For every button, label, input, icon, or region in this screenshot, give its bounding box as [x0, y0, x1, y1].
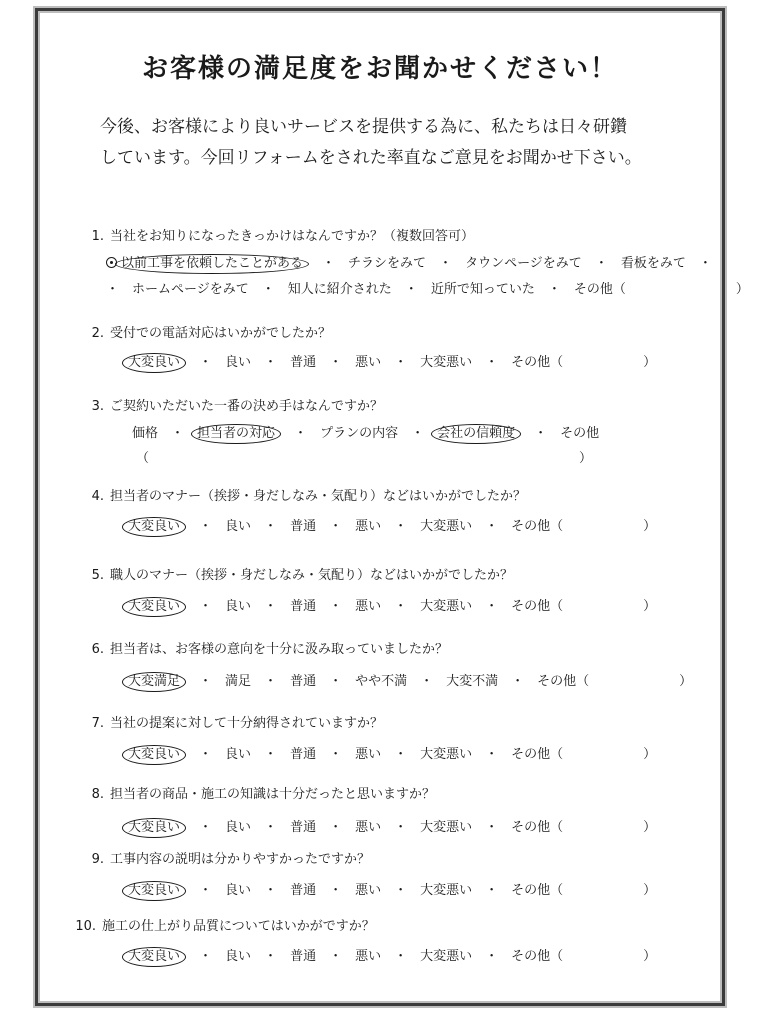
other-close-paren: ） — [643, 949, 657, 964]
answer-option-selected[interactable]: 大変良い — [122, 818, 186, 838]
answer-option[interactable]: チラシをみて — [348, 256, 427, 271]
answer-option[interactable]: 悪い — [355, 747, 382, 762]
question-text: 受付での電話対応はいかがでしたか？ — [110, 326, 332, 341]
answer-option[interactable]: 良い — [225, 949, 252, 964]
question-8 — [74, 786, 435, 804]
option-separator: ・ — [264, 355, 278, 370]
answer-options — [128, 947, 656, 967]
option-separator: ・ — [199, 820, 213, 835]
option-separator: ・ — [171, 426, 185, 441]
option-separator: ・ — [264, 883, 278, 898]
answer-option-other[interactable]: その他（ — [511, 949, 564, 964]
answer-option-selected[interactable]: 会社の信頼度 — [431, 424, 521, 444]
intro-text — [100, 112, 700, 174]
option-separator: ・ — [420, 674, 434, 689]
answer-option-selected[interactable]: 大変良い — [122, 947, 186, 967]
option-separator: ・ — [264, 949, 278, 964]
option-separator: ・ — [511, 674, 525, 689]
option-separator: ・ — [485, 747, 499, 762]
answer-option[interactable]: 悪い — [355, 949, 382, 964]
answer-option-other[interactable]: その他（ — [511, 883, 564, 898]
question-text: 担当者の商品・施工の知識は十分だったと思いますか？ — [110, 787, 436, 802]
answer-option[interactable]: 良い — [225, 883, 252, 898]
option-separator: ・ — [439, 256, 453, 271]
answer-option[interactable]: 大変不満 — [446, 674, 499, 689]
answer-option[interactable]: やや不満 — [355, 674, 408, 689]
other-open-paren: （ — [136, 451, 150, 466]
question-text: 職人のマナー（挨拶・身だしなみ・気配り）などはいかがでしたか？ — [110, 568, 514, 583]
answer-option[interactable]: 大変悪い — [420, 747, 473, 762]
question-5 — [74, 567, 513, 585]
answer-option[interactable]: 価格 — [132, 426, 159, 441]
answer-options — [128, 672, 692, 692]
answer-options — [106, 281, 749, 299]
answer-options — [128, 745, 656, 765]
question-text: 工事内容の説明は分かりやすかったですか？ — [110, 852, 371, 867]
answer-option-selected[interactable]: 大変良い — [122, 597, 186, 617]
option-separator: ・ — [261, 282, 275, 297]
answer-option-other[interactable]: その他（ — [511, 820, 564, 835]
question-text: ご契約いただいた一番の決め手はなんですか？ — [110, 399, 384, 414]
answer-option-selected[interactable]: 大変良い — [122, 745, 186, 765]
option-separator: ・ — [294, 426, 308, 441]
answer-option[interactable]: 知人に紹介された — [287, 282, 392, 297]
option-separator: ・ — [329, 355, 343, 370]
option-separator: ・ — [264, 519, 278, 534]
question-number: 5. — [91, 568, 104, 583]
answer-option-other[interactable]: その他（ — [511, 599, 564, 614]
page-title: お客様の満足度をお聞かせください！ — [141, 54, 618, 84]
option-separator: ・ — [394, 355, 408, 370]
option-separator: ・ — [411, 426, 425, 441]
other-close-paren: ） — [643, 883, 657, 898]
answer-option[interactable]: 悪い — [355, 355, 382, 370]
option-separator: ・ — [199, 674, 213, 689]
option-separator: ・ — [199, 519, 213, 534]
answer-option[interactable]: ホームページをみて — [132, 282, 249, 297]
question-3 — [74, 398, 383, 416]
answer-option-selected[interactable]: 大変良い — [122, 517, 186, 537]
option-separator: ・ — [199, 599, 213, 614]
other-close-paren: ） — [679, 674, 693, 689]
option-separator: ・ — [329, 674, 343, 689]
answer-option-other[interactable]: その他（ — [511, 747, 564, 762]
option-separator: ・ — [329, 949, 343, 964]
option-separator: ・ — [485, 355, 499, 370]
answer-option[interactable]: 悪い — [355, 883, 382, 898]
answer-option[interactable]: 悪い — [355, 599, 382, 614]
question-text: 担当者のマナー（挨拶・身だしなみ・気配り）などはいかがでしたか？ — [110, 489, 527, 504]
option-separator: ・ — [264, 747, 278, 762]
answer-option-other[interactable]: その他（ — [511, 355, 564, 370]
answer-option[interactable]: 普通 — [290, 883, 317, 898]
answer-options — [128, 881, 656, 901]
answer-option-other[interactable]: その他 — [560, 426, 600, 441]
answer-option-selected[interactable]: 大変満足 — [122, 672, 186, 692]
answer-options — [128, 597, 656, 617]
answer-options — [132, 424, 612, 444]
answer-options — [128, 818, 656, 838]
question-number: 10. — [75, 919, 96, 934]
option-separator: ・ — [264, 674, 278, 689]
answer-option[interactable]: 近所で知っていた — [430, 282, 535, 297]
question-2 — [74, 325, 331, 343]
answer-option[interactable]: 大変悪い — [420, 599, 473, 614]
answer-option[interactable]: 良い — [225, 355, 252, 370]
option-separator: ・ — [698, 256, 712, 271]
answer-option-selected[interactable]: 大変良い — [122, 881, 186, 901]
option-separator: ・ — [394, 747, 408, 762]
answer-option[interactable]: 悪い — [355, 820, 382, 835]
answer-option[interactable]: 良い — [225, 519, 252, 534]
answer-option[interactable]: 悪い — [355, 519, 382, 534]
option-separator: ・ — [329, 519, 343, 534]
other-close-paren: ） — [735, 282, 749, 297]
question-7 — [74, 715, 383, 733]
option-separator: ・ — [485, 519, 499, 534]
answer-option-selected[interactable]: 担当者の対応 — [191, 424, 281, 444]
option-separator: ・ — [329, 599, 343, 614]
answer-option[interactable]: 普通 — [290, 355, 317, 370]
question-text: 当社をお知りになったきっかけはなんですか？（複数回答可） — [110, 229, 475, 244]
option-separator: ・ — [485, 949, 499, 964]
option-separator: ・ — [394, 820, 408, 835]
question-9 — [74, 851, 370, 869]
option-separator: ・ — [547, 282, 561, 297]
other-close-paren: ） — [643, 355, 657, 370]
option-separator: ・ — [329, 883, 343, 898]
question-number: 8. — [91, 787, 104, 802]
answer-option[interactable]: 良い — [225, 747, 252, 762]
option-separator: ・ — [199, 355, 213, 370]
question-number: 2. — [91, 326, 104, 341]
option-separator: ・ — [322, 256, 336, 271]
other-blank-field[interactable] — [136, 447, 592, 466]
option-separator: ・ — [264, 820, 278, 835]
answer-option[interactable]: 大変悪い — [420, 949, 473, 964]
other-close-paren: ） — [643, 747, 657, 762]
answer-options — [128, 353, 656, 373]
answer-option[interactable]: 普通 — [290, 949, 317, 964]
answer-option[interactable]: 普通 — [290, 820, 317, 835]
option-separator: ・ — [394, 599, 408, 614]
option-separator: ・ — [485, 820, 499, 835]
option-separator: ・ — [106, 282, 120, 297]
intro-line: しています。今回リフォームをされた率直なご意見をお聞かせ下さい。 — [100, 148, 642, 168]
answer-option-other[interactable]: その他（ — [537, 674, 590, 689]
question-number: 7. — [91, 716, 104, 731]
answer-option[interactable]: 大変悪い — [420, 883, 473, 898]
answer-option[interactable]: 大変悪い — [420, 820, 473, 835]
question-number: 4. — [91, 489, 104, 504]
question-number: 6. — [91, 642, 104, 657]
option-separator: ・ — [199, 883, 213, 898]
question-1 — [74, 228, 474, 246]
answer-option[interactable]: 普通 — [290, 674, 317, 689]
option-separator: ・ — [394, 519, 408, 534]
answer-option-selected[interactable]: 以前工事を依頼したことがある — [115, 254, 309, 274]
other-close-paren: ） — [643, 599, 657, 614]
question-text: 当社の提案に対して十分納得されていますか？ — [110, 716, 384, 731]
answer-option[interactable]: 大変悪い — [420, 355, 473, 370]
question-10 — [66, 918, 375, 936]
answer-option[interactable]: 普通 — [290, 519, 317, 534]
answer-option[interactable]: 満足 — [225, 674, 252, 689]
option-separator: ・ — [394, 883, 408, 898]
question-number: 9. — [91, 852, 104, 867]
intro-line: 今後、お客様により良いサービスを提供する為に、私たちは日々研鑽 — [100, 117, 627, 137]
answer-option-other[interactable]: その他（ — [511, 519, 564, 534]
answer-option[interactable]: タウンページをみて — [465, 256, 582, 271]
answer-options — [106, 254, 725, 274]
other-close-paren: ） — [579, 451, 593, 466]
option-separator: ・ — [404, 282, 418, 297]
option-separator: ・ — [594, 256, 608, 271]
answer-option[interactable]: 看板をみて — [620, 256, 686, 271]
answer-option[interactable]: 大変悪い — [420, 519, 473, 534]
answer-option[interactable]: 普通 — [290, 599, 317, 614]
other-close-paren: ） — [643, 820, 657, 835]
option-separator: ・ — [199, 747, 213, 762]
option-separator: ・ — [329, 820, 343, 835]
question-number: 1. — [91, 229, 104, 244]
answer-options — [128, 517, 656, 537]
question-number: 3. — [91, 399, 104, 414]
answer-option[interactable]: 普通 — [290, 747, 317, 762]
option-separator: ・ — [534, 426, 548, 441]
question-4 — [74, 488, 526, 506]
question-6 — [74, 641, 448, 659]
question-text: 施工の仕上がり品質についてはいかがですか？ — [102, 919, 375, 934]
answer-option-selected[interactable]: 大変良い — [122, 353, 186, 373]
option-separator: ・ — [199, 949, 213, 964]
answer-option[interactable]: 良い — [225, 820, 252, 835]
option-separator: ・ — [329, 747, 343, 762]
option-separator: ・ — [264, 599, 278, 614]
answer-option-other[interactable]: その他（ — [573, 282, 626, 297]
other-close-paren: ） — [643, 519, 657, 534]
question-text: 担当者は、お客様の意向を十分に汲み取っていましたか？ — [110, 642, 449, 657]
answer-option[interactable]: プランの内容 — [320, 426, 399, 441]
option-separator: ・ — [485, 883, 499, 898]
answer-option[interactable]: 良い — [225, 599, 252, 614]
option-separator: ・ — [485, 599, 499, 614]
option-separator: ・ — [394, 949, 408, 964]
